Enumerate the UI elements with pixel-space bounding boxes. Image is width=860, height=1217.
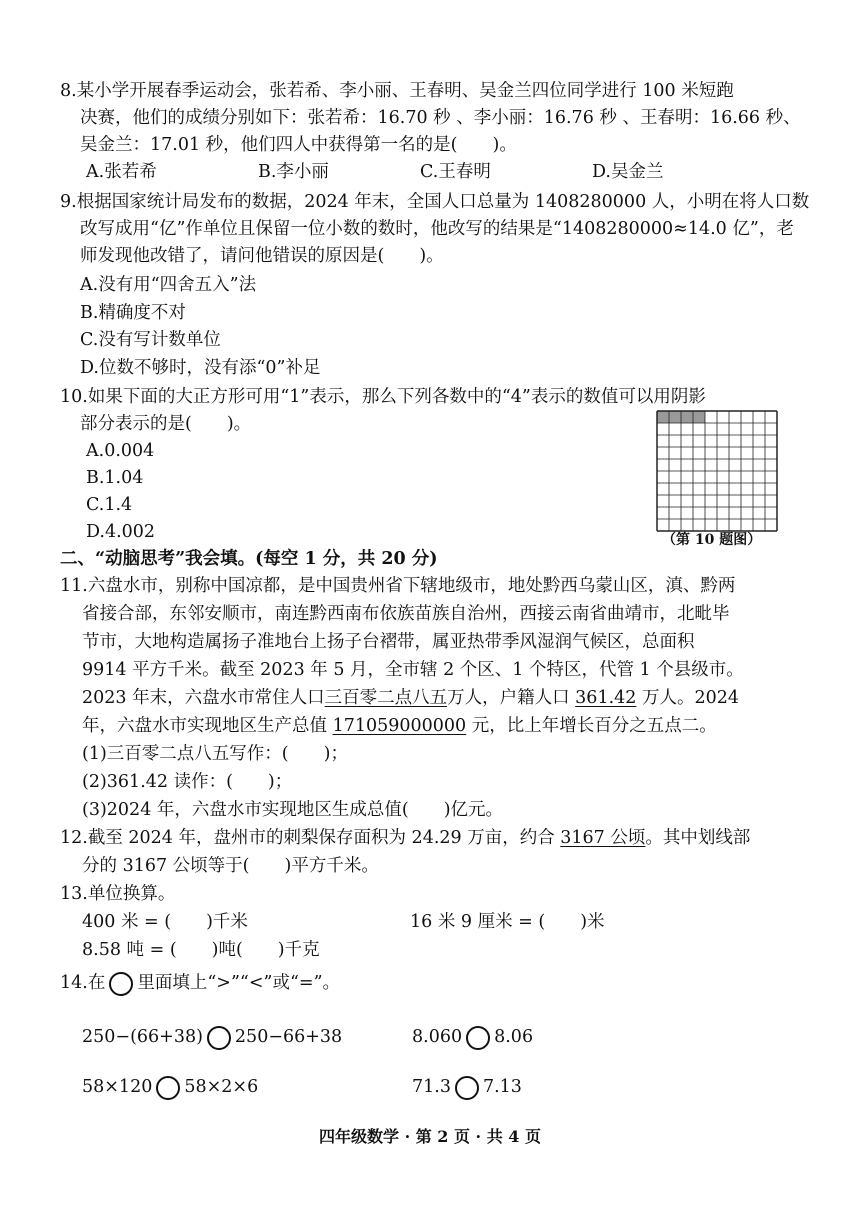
q11-sub1: (1)三百零二点八五写作：( )； [82, 744, 348, 764]
q11-underlined-household: 361.42 [575, 688, 637, 708]
q11-line4: 9914 平方千米。截至 2023 年 5 月，全市辖 2 个区、1 个特区，代管 1 个县级市。 [82, 660, 744, 680]
q11-line5 [82, 685, 739, 711]
compare-circle-4[interactable] [455, 1076, 479, 1100]
q12-line2: 分的 3167 公顷等于( )平方千米。 [82, 856, 379, 876]
q11-line6-a: 年，六盘水市实现地区生产总值 [82, 716, 333, 736]
q12-line1-a: 12.截至 2024 年，盘州市的刺梨保存面积为 24.29 万亩，约合 [60, 828, 561, 848]
q11-line5-a: 2023 年末，六盘水市常住人口 [82, 688, 325, 708]
q9-line2: 改写成用“亿”作单位且保留一位小数的数时，他改写的结果是“1408280000≈14.0 亿”，老 [80, 219, 794, 239]
compare-circle-3[interactable] [156, 1076, 180, 1100]
q8-option-c: C.王春明 [420, 162, 491, 182]
q11-line6 [82, 713, 717, 739]
q8-line3: 吴金兰：17.01 秒，他们四人中获得第一名的是( )。 [80, 135, 517, 155]
shaded-cell [657, 411, 669, 423]
q14-row-4 [412, 1072, 522, 1102]
q14-row4-left: 71.3 [412, 1077, 451, 1097]
q10-figure-caption: （第 10 题图） [662, 532, 762, 548]
q13-item-c: 8.58 吨 = ( )吨( )千克 [82, 940, 320, 960]
q8-line2: 决赛，他们的成绩分别如下：张若希：16.70 秒 、李小丽：16.76 秒 、王春明：16.66 秒、 [80, 108, 801, 128]
shaded-cell [681, 411, 693, 423]
q9-line1: 9.根据国家统计局发布的数据，2024 年末，全国人口总量为 1408280000 人，小明在将人口数 [60, 192, 810, 212]
q11-line2: 省接合部，东邻安顺市，南连黔西南布依族苗族自治州，西接云南省曲靖市，北毗毕 [82, 604, 730, 624]
q11-sub2: (2)361.42 读作：( )； [82, 772, 293, 792]
q14-title-a: 14.在 [60, 973, 106, 993]
q12-underlined-area: 3167 公顷 [560, 828, 646, 848]
q14-row2-right: 8.06 [494, 1027, 534, 1047]
shaded-cell [693, 411, 705, 423]
q14-row3-right: 58×2×6 [184, 1077, 259, 1097]
q8-option-d: D.吴金兰 [592, 162, 664, 182]
q11-line3: 节市，大地构造属扬子准地台上扬子台褶带，属亚热带季风湿润气候区，总面积 [82, 632, 695, 652]
compare-circle-1[interactable] [207, 1026, 231, 1050]
q12-line1-b: 。其中划线部 [645, 828, 751, 848]
q14-title [60, 970, 340, 996]
q10-line1: 10.如果下面的大正方形可用“1”表示，那么下列各数中的“4”表示的数值可以用阴影 [60, 387, 706, 407]
q8-option-a: A.张若希 [86, 162, 157, 182]
q14-title-b: 里面填上“>”“<”或“=”。 [137, 973, 341, 993]
q10-option-c: C.1.4 [86, 495, 133, 515]
q11-line6-b: 元，比上年增长百分之五点二。 [466, 716, 717, 736]
answer-circle-icon [109, 972, 133, 996]
q14-row1-right: 250−66+38 [234, 1027, 343, 1047]
q12-line1 [60, 825, 750, 851]
q14-row1-left: 250−(66+38) [82, 1027, 203, 1047]
q11-line5-b: 万人，户籍人口 [447, 688, 576, 708]
q14-row2-left: 8.060 [412, 1027, 463, 1047]
q11-line1: 11.六盘水市，别称中国凉都，是中国贵州省下辖地级市，地处黔西乌蒙山区，滇、黔两 [60, 576, 736, 596]
grid-svg [656, 410, 778, 532]
q10-option-a: A.0.004 [86, 441, 155, 461]
q14-row-2 [412, 1022, 533, 1052]
q11-sub3: (3)2024 年，六盘水市实现地区生成总值( )亿元。 [82, 800, 504, 820]
q14-row4-right: 7.13 [482, 1077, 522, 1097]
q10-option-d: D.4.002 [86, 522, 156, 542]
q14-row-3 [82, 1072, 258, 1102]
q9-option-c: C.没有写计数单位 [80, 330, 221, 350]
q10-option-b: B.1.04 [86, 468, 144, 488]
section2-title: 二、“动脑思考”我会填。(每空 1 分，共 20 分) [60, 549, 438, 569]
hundred-grid-figure [656, 410, 778, 532]
q11-underlined-gdp: 171059000000 [332, 716, 467, 736]
compare-circle-2[interactable] [466, 1026, 490, 1050]
q9-option-b: B.精确度不对 [80, 303, 186, 323]
q9-option-d: D.位数不够时，没有添“0”补足 [80, 358, 321, 378]
q9-line3: 师发现他改错了，请问他错误的原因是( )。 [80, 246, 444, 266]
q9-option-a: A.没有用“四舍五入”法 [80, 275, 257, 295]
q14-row-1 [82, 1022, 342, 1052]
q11-underlined-population: 三百零二点八五 [324, 688, 448, 708]
shaded-cell [669, 411, 681, 423]
q14-row3-left: 58×120 [82, 1077, 153, 1097]
q10-line2: 部分表示的是( )。 [80, 414, 252, 434]
q11-line5-c: 万人。2024 [636, 688, 740, 708]
q8-line1: 8.某小学开展春季运动会，张若希、李小丽、王春明、吴金兰四位同学进行 100 米短跑 [60, 81, 734, 101]
q8-option-b: B.李小丽 [258, 162, 329, 182]
q13-title: 13.单位换算。 [60, 884, 176, 904]
page-footer: 四年级数学 · 第 2 页 · 共 4 页 [319, 1127, 541, 1146]
q13-item-b: 16 米 9 厘米 = ( )米 [410, 912, 605, 932]
q13-item-a: 400 米 = ( )千米 [82, 912, 248, 932]
